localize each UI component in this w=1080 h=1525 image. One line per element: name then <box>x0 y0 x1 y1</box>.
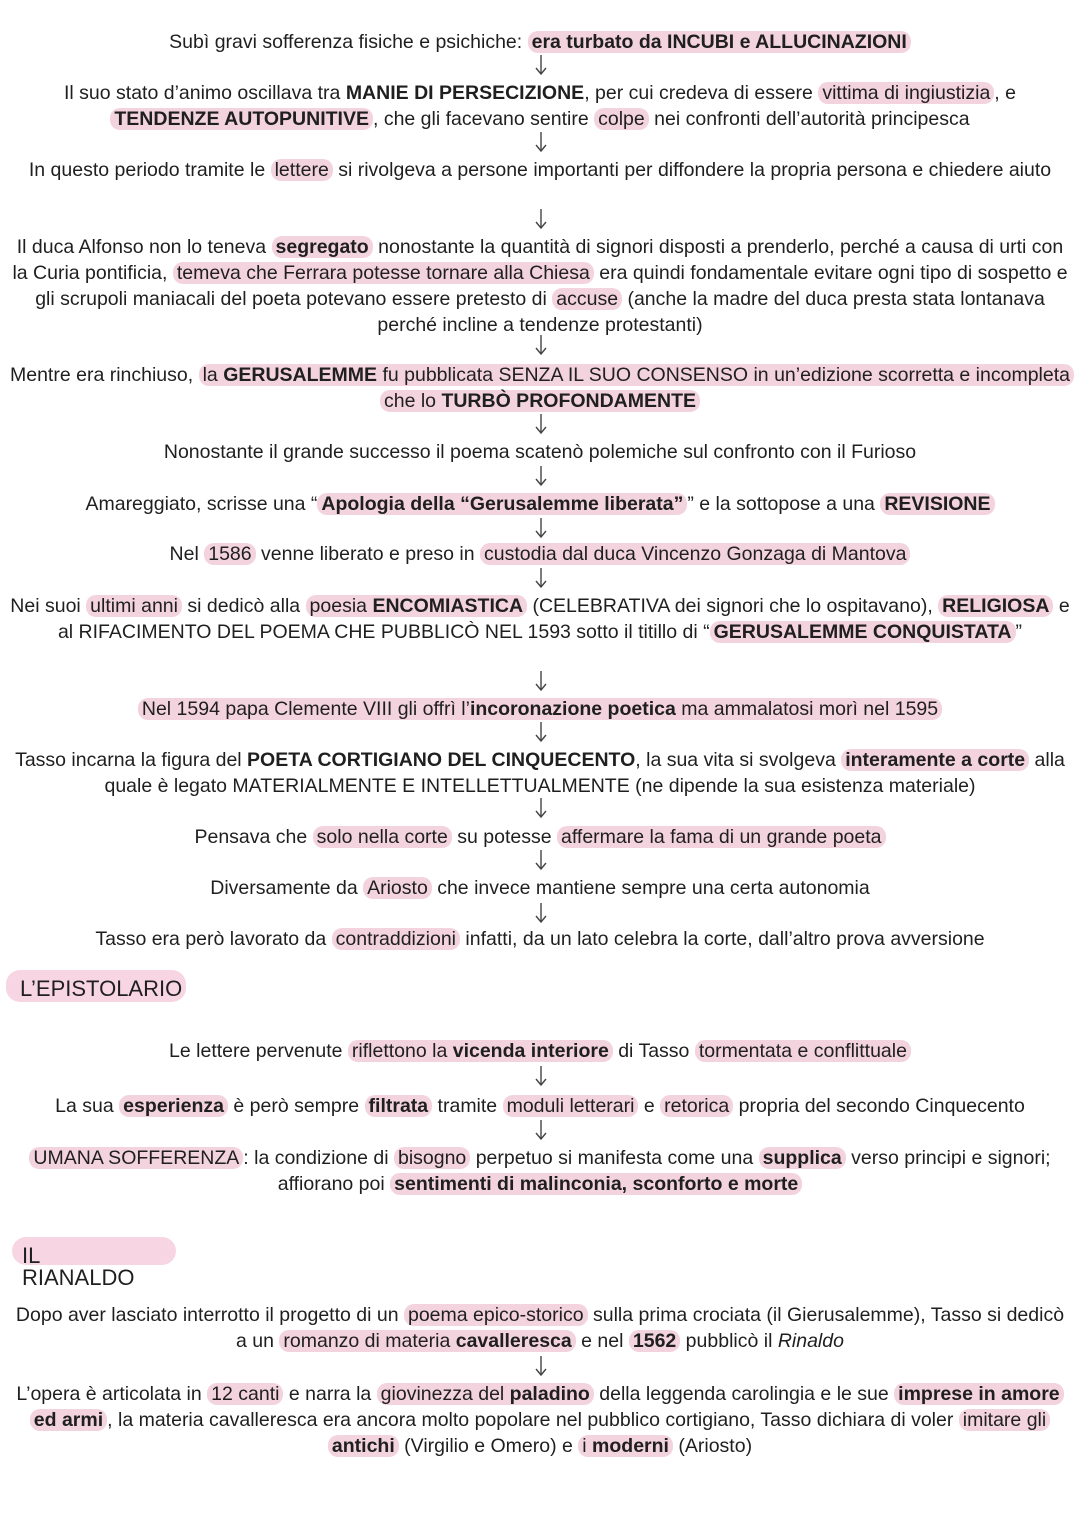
down-arrow-icon <box>534 721 548 743</box>
paragraph-contradictions: Tasso era però lavorato da contraddizioni infatti, da un lato celebra la corte, dall’altro prova avversione <box>95 928 985 950</box>
paragraph-apologia: Amareggiato, scrisse una “ Apologia della “Gerusalemme liberata” ” e la sottopose a una REVISIONE <box>10 491 1070 517</box>
section-heading-rinaldo: IL RIANALDO <box>22 1243 135 1290</box>
down-arrow-icon <box>534 797 548 819</box>
down-arrow-icon <box>534 131 548 153</box>
down-arrow-icon <box>534 1355 548 1377</box>
section-heading-epistolario: L’EPISTOLARIO <box>20 976 183 1001</box>
paragraph-last-years: Nei suoi ultimi anni si dedicò alla poesia ENCOMIASTICA (CELEBRATIVA dei signori che lo ospitavano), RELIGIOSA e al RIFACIMENTO DEL POEMA CHE PUBBLICÒ NEL 1593 sotto il titillo di “ GERUSALEMME CONQUISTATA ” <box>10 595 1070 643</box>
down-arrow-icon <box>534 334 548 356</box>
paragraph-filtered-experience: La sua esperienza è però sempre filtrata tramite moduli letterari e retorica propria del secondo Cinquecento <box>55 1095 1025 1117</box>
paragraph-ariosto: Diversamente da Ariosto che invece mantiene sempre una certa autonomia <box>210 877 870 899</box>
paragraph-state-of-mind: Il suo stato d’animo oscillava tra MANIE DI PERSECIZIONE, per cui credeva di essere vittima di ingiustizia , e TENDENZE AUTOPUNITIVE , che gli facevano sentire colpe nei confronti dell’autorità principesca <box>64 82 1016 130</box>
paragraph-rinaldo-structure: L’opera è articolata in 12 canti e narra la giovinezza del paladino della leggenda carolingia e le sue imprese in amore ed armi , la materia cavalleresca era ancora molto popolare nel pubblico cortigiano, Tasso dichiara di voler imitare gli antichi (Virgilio e Omero) e i moderni (Ariosto) <box>10 1381 1070 1459</box>
paragraph-polemics: Nonostante il grande successo il poema scatenò polemiche sul confronto con il Furioso <box>163 441 917 463</box>
down-arrow-icon <box>534 567 548 589</box>
paragraph-human-suffering: UMANA SOFFERENZA : la condizione di bisogno perpetuo si manifesta come una supplica verso principi e signori; affiorano poi sentimenti di malinconia, sconforto e morte <box>10 1145 1070 1197</box>
down-arrow-icon <box>534 902 548 924</box>
paragraph-court-poet: Tasso incarna la figura del POETA CORTIGIANO DEL CINQUECENTO, la sua vita si svolgeva interamente a corte alla quale è legato MATERIALMENTE E INTELLETTUALMENTE (ne dipende la sua esistenza materiale) <box>15 749 1065 797</box>
down-arrow-icon <box>534 1119 548 1141</box>
paragraph-1586-liberation: Nel 1586 venne liberato e preso in custodia dal duca Vincenzo Gonzaga di Mantova <box>10 541 1070 567</box>
down-arrow-icon <box>534 208 548 230</box>
paragraph-duke-alfonso: Il duca Alfonso non lo teneva segregato nonostante la quantità di signori disposti a prenderlo, perché a causa di urti con la Curia pontificia, temeva che Ferrara potesse tornare alla Chiesa era quindi fondamentale evitare ogni tipo di sospetto e gli scrupoli maniacali del poeta potevano essere pretesto di accuse (anche la madre del duca presta stata lontanava perché incline a tendenze protestanti) <box>12 236 1068 336</box>
down-arrow-icon <box>534 413 548 435</box>
paragraph-letters-reflect: Le lettere pervenute riflettono la vicenda interiore di Tasso tormentata e conflittuale <box>10 1038 1070 1064</box>
down-arrow-icon <box>534 849 548 871</box>
down-arrow-icon <box>534 465 548 487</box>
paragraph-sufferings: Subì gravi sofferenza fisiche e psichiche: era turbato da INCUBI e ALLUCINAZIONI <box>10 29 1070 55</box>
paragraph-letters: In questo periodo tramite le lettere si rivolgeva a persone importanti per diffondere la propria persona e chiedere aiuto <box>28 159 1052 181</box>
down-arrow-icon <box>534 1065 548 1087</box>
highlight: era turbato da INCUBI e ALLUCINAZIONI <box>528 31 911 53</box>
paragraph-fame-at-court: Pensava che solo nella corte su potesse affermare la fama di un grande poeta <box>10 824 1070 850</box>
down-arrow-icon <box>534 54 548 76</box>
paragraph-coronation: Nel 1594 papa Clemente VIII gli offrì l’incoronazione poetica ma ammalatosi morì nel 1595 <box>10 696 1070 722</box>
paragraph-gerusalemme-published: Mentre era rinchiuso, la GERUSALEMME fu pubblicata SENZA IL SUO CONSENSO in un’edizione scorretta e incompleta che lo TURBÒ PROFONDAMENTE <box>10 362 1070 414</box>
down-arrow-icon <box>534 517 548 539</box>
down-arrow-icon <box>534 670 548 692</box>
paragraph-rinaldo-origin: Dopo aver lasciato interrotto il progetto di un poema epico-storico sulla prima crociata (il Gierusalemme), Tasso si dedicò a un romanzo di materia cavalleresca e nel 1562 pubblicò il Rinaldo <box>15 1304 1065 1352</box>
